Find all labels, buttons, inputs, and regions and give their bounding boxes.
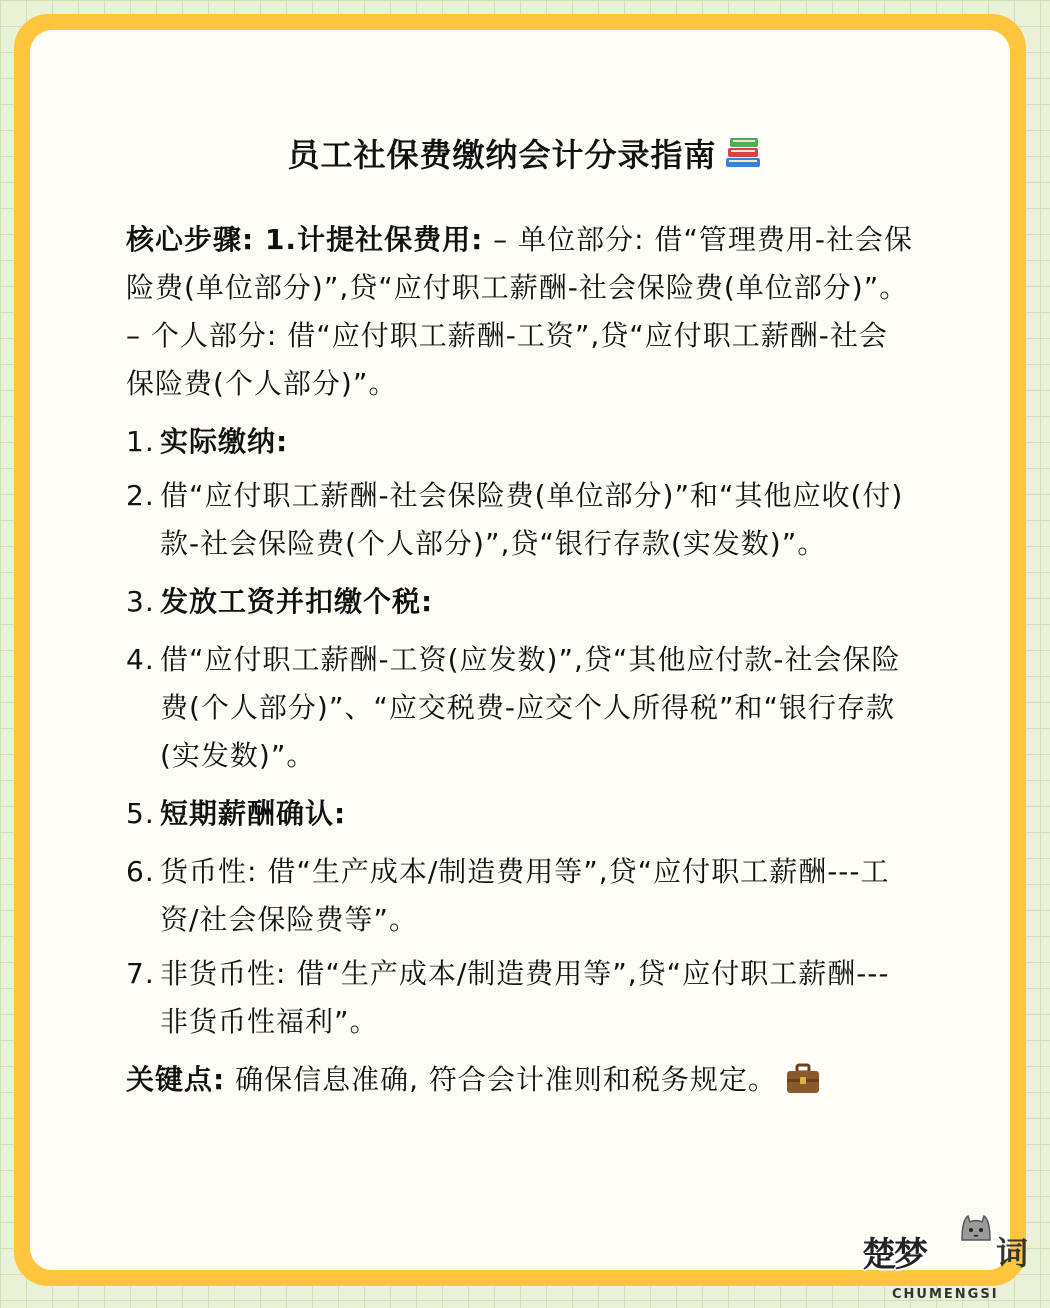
list-item xyxy=(126,418,916,466)
watermark-side: 词 xyxy=(995,1234,1028,1272)
list-number: 6. xyxy=(126,855,155,888)
list-item xyxy=(126,578,916,626)
watermark-sub: CHUMENGSI xyxy=(892,1287,999,1302)
books-icon xyxy=(723,134,763,178)
briefcase-icon xyxy=(785,1062,821,1110)
core-steps-heading: 核心步骤: 1.计提社保费用: xyxy=(126,223,484,256)
list-item xyxy=(126,790,916,838)
list-item xyxy=(126,848,916,944)
list-item xyxy=(126,636,916,780)
unit-part-text: – 单位部分: 借“管理费用-社会保险费(单位部分)”,贷“应付职工薪酬-社会保险费(单位部分)”。 xyxy=(126,223,914,304)
personal-part-text: – 个人部分: 借“应付职工薪酬-工资”,贷“应付职工薪酬-社会保险费(个人部分)”。 xyxy=(126,319,888,400)
list-number: 4. xyxy=(126,643,155,676)
list-number: 2. xyxy=(126,479,155,512)
keypoint-text: 确保信息准确, 符合会计准则和税务规定。 xyxy=(225,1063,777,1096)
list-number: 5. xyxy=(126,797,155,830)
watermark xyxy=(862,1210,1032,1302)
keypoint-label: 关键点: xyxy=(126,1063,226,1096)
title-text: 员工社保费缴纳会计分录指南 xyxy=(287,136,717,174)
intro-personal xyxy=(126,312,916,408)
list-number: 7. xyxy=(126,957,155,990)
watermark-main: 楚梦 xyxy=(862,1235,926,1275)
list-number: 3. xyxy=(126,585,155,618)
content xyxy=(126,216,916,1110)
list-item xyxy=(126,950,916,1046)
list-item xyxy=(126,472,916,568)
list-text: 借“应付职工薪酬-工资(应发数)”,贷“其他应付款-社会保险费(个人部分)”、“应交税费-应交个人所得税”和“银行存款(实发数)”。 xyxy=(160,643,901,772)
list-text: 短期薪酬确认: xyxy=(160,797,347,830)
list-text: 实际缴纳: xyxy=(160,425,289,458)
list-text: 非货币性: 借“生产成本/制造费用等”,贷“应付职工薪酬---非货币性福利”。 xyxy=(160,957,890,1038)
intro-unit xyxy=(126,216,916,312)
list-number: 1. xyxy=(126,425,155,458)
list-text: 发放工资并扣缴个税: xyxy=(160,585,434,618)
list-text: 货币性: 借“生产成本/制造费用等”,贷“应付职工薪酬---工资/社会保险费等”。 xyxy=(160,855,890,936)
list-text: 借“应付职工薪酬-社会保险费(单位部分)”和“其他应收(付)款-社会保险费(个人部分)”,贷“银行存款(实发数)”。 xyxy=(160,479,904,560)
page-title xyxy=(0,130,1050,178)
keypoint xyxy=(126,1056,916,1110)
